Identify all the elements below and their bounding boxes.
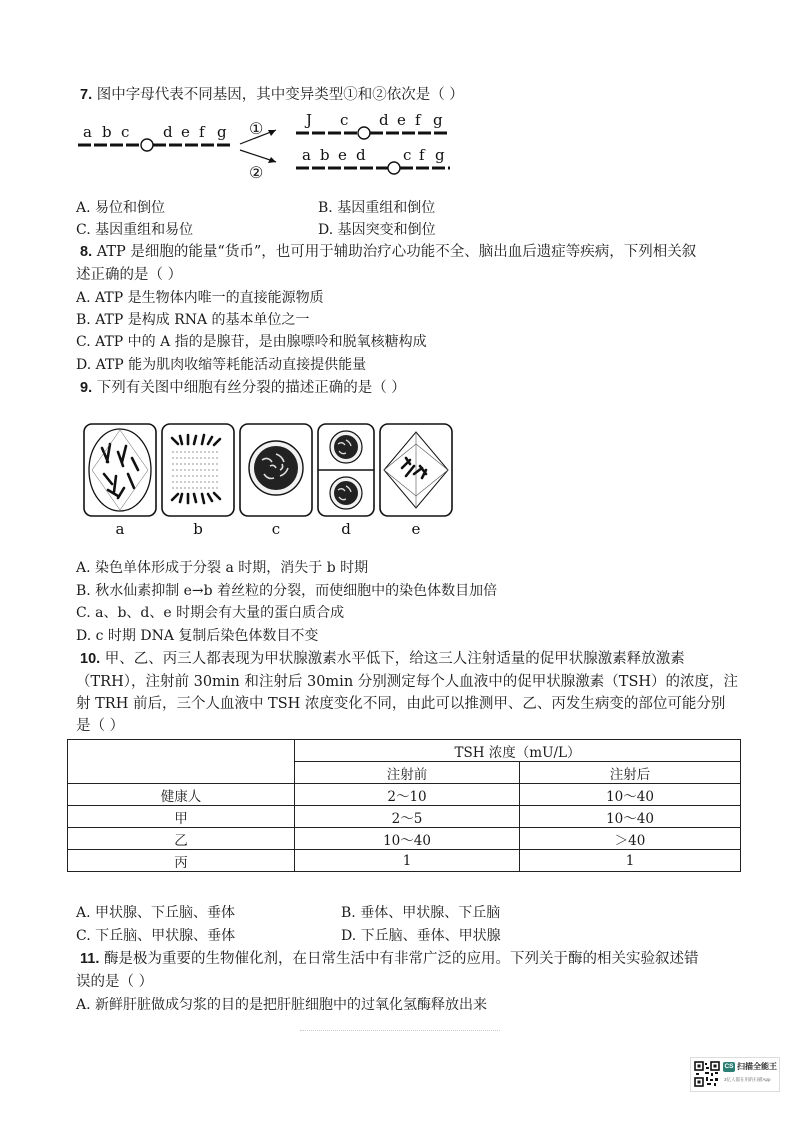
row-after: 1 [520, 850, 741, 872]
q10-stem-line4: 是（ ） [76, 718, 125, 734]
watermark-subtitle: 3亿人都在用的扫描App [724, 1077, 771, 1082]
cell-label-c: c [271, 520, 281, 538]
q8-option-a[interactable]: A. ATP 是生物体内唯一的直接能源物质 [76, 290, 324, 306]
q8-option-d[interactable]: D. ATP 能为肌肉收缩等耗能活动直接提供能量 [76, 357, 367, 373]
q10-option-d[interactable]: D. 下丘脑、垂体、甲状腺 [341, 928, 501, 944]
q9-stem [80, 377, 406, 399]
cell-a [84, 424, 156, 516]
gene-label: a [83, 123, 92, 141]
gene-label: f [415, 111, 421, 129]
q11-number: 11. [80, 951, 100, 967]
q11-stem-line2: 误的是（ ） [76, 974, 154, 990]
q10-number: 10. [80, 651, 101, 667]
left-chromosome [78, 139, 230, 151]
q7-stem [80, 84, 464, 106]
row-after: ＞40 [520, 828, 741, 850]
gene-label: J [306, 111, 313, 129]
gene-label: b [320, 146, 330, 164]
tsh-table [67, 739, 741, 872]
cell-label-e: e [411, 520, 421, 538]
row-after: 10～40 [520, 784, 741, 806]
gene-label: c [121, 123, 130, 141]
q8-stem-line1: ATP 是细胞的能量“货币”，也可用于辅助治疗心功能不全、脑出血后遗症等疾病，下列相关叙 [96, 244, 697, 260]
gene-label: f [199, 123, 205, 141]
gene-label: e [338, 146, 347, 164]
label-1: ① [249, 119, 264, 138]
q9-option-a[interactable]: A. 染色单体形成于分裂 a 时期，消失于 b 时期 [76, 560, 369, 576]
table-corner [68, 740, 295, 784]
row-after: 10～40 [520, 806, 741, 828]
arrow-2 [240, 150, 276, 163]
q7-option-d[interactable]: D. 基因突变和倒位 [318, 222, 436, 238]
gene-label: a [302, 146, 311, 164]
gene-label: e [397, 111, 406, 129]
cell-label-b: b [193, 520, 203, 538]
cut-off-line [300, 1030, 500, 1034]
top-chromosome [296, 127, 450, 139]
q10-option-a[interactable]: A. 甲状腺、下丘脑、垂体 [76, 905, 236, 921]
gene-label: g [435, 146, 445, 164]
gene-label: g [217, 123, 227, 141]
table-row [68, 850, 741, 872]
row-name: 乙 [68, 828, 295, 850]
q7-stem-text: 图中字母代表不同基因，其中变异类型①和②依次是（ ） [96, 87, 464, 103]
row-before: 10～40 [295, 828, 520, 850]
gene-label: d [356, 146, 366, 164]
q8-option-b[interactable]: B. ATP 是构成 RNA 的基本单位之一 [76, 312, 310, 328]
row-before: 2～5 [295, 806, 520, 828]
gene-label: c [340, 111, 349, 129]
q9-mitosis-figure [80, 418, 460, 543]
row-before: 1 [295, 850, 520, 872]
q7-option-a[interactable]: A. 易位和倒位 [76, 200, 166, 216]
table-row [68, 806, 741, 828]
camscanner-logo-icon: CS [724, 1063, 734, 1070]
cell-c [240, 424, 312, 516]
col-header-before: 注射前 [295, 762, 520, 784]
q9-option-d[interactable]: D. c 时期 DNA 复制后染色体数目不变 [76, 628, 319, 644]
q11-stem-line1: 酶是极为重要的生物催化剂，在日常生活中有非常广泛的应用。下列关于酶的相关实验叙述错 [103, 951, 699, 967]
gene-label: d [379, 111, 389, 129]
cell-label-d: d [341, 520, 351, 538]
gene-label: c [403, 146, 412, 164]
scanner-watermark [690, 1057, 780, 1092]
q8-option-c[interactable]: C. ATP 中的 A 指的是腺苷，是由腺嘌呤和脱氧核糖构成 [76, 334, 427, 350]
q7-option-c[interactable]: C. 基因重组和易位 [76, 222, 194, 238]
label-2: ② [249, 163, 264, 182]
cell-b [162, 424, 234, 516]
q10-stem-line3: 射 TRH 前后，三个人血液中 TSH 浓度变化不同，由此可以推测甲、乙、丙发生病变的部位可能分别 [76, 696, 726, 712]
q8-stem-line2: 述正确的是（ ） [76, 267, 183, 283]
table-row [68, 828, 741, 850]
q8-number: 8. [80, 244, 93, 260]
table-row [68, 784, 741, 806]
q10-stem-line2: （TRH），注射前 30min 和注射后 30min 分别测定每个人血液中的促甲状腺激素（TSH）的浓度，注 [76, 674, 739, 690]
row-before: 2～10 [295, 784, 520, 806]
col-header-after: 注射后 [520, 762, 741, 784]
q7-number: 7. [80, 87, 93, 103]
watermark-title: 扫描全能王 [737, 1062, 777, 1071]
q10-option-b[interactable]: B. 垂体、甲状腺、下丘脑 [341, 905, 501, 921]
gene-label: g [433, 111, 443, 129]
cell-label-a: a [115, 520, 125, 538]
q8-stem [80, 241, 696, 263]
cell-e [380, 424, 452, 516]
row-name: 甲 [68, 806, 295, 828]
q7-option-b[interactable]: B. 基因重组和倒位 [318, 200, 436, 216]
gene-label: e [181, 123, 190, 141]
gene-label: d [163, 123, 173, 141]
cell-d [318, 424, 374, 516]
q9-number: 9. [80, 380, 93, 396]
q9-stem-text: 下列有关图中细胞有丝分裂的描述正确的是（ ） [96, 380, 406, 396]
table-header: TSH 浓度（mU/L） [295, 740, 741, 762]
gene-label: b [102, 123, 112, 141]
q10-stem [80, 648, 685, 670]
q10-option-c[interactable]: C. 下丘脑、甲状腺、垂体 [76, 928, 236, 944]
row-name: 健康人 [68, 784, 295, 806]
qr-code-icon [694, 1061, 720, 1087]
q9-option-c[interactable]: C. a、b、d、e 时期会有大量的蛋白质合成 [76, 605, 345, 621]
q11-stem [80, 948, 698, 970]
row-name: 丙 [68, 850, 295, 872]
q9-option-b[interactable]: B. 秋水仙素抑制 e→b 着丝粒的分裂，而使细胞中的染色体数目加倍 [76, 583, 498, 599]
q7-chromosome-diagram [70, 110, 470, 182]
q11-option-a[interactable]: A. 新鲜肝脏做成匀浆的目的是把肝脏细胞中的过氧化氢酶释放出来 [76, 997, 488, 1013]
q10-stem-line1: 甲、乙、丙三人都表现为甲状腺激素水平低下，给这三人注射适量的促甲状腺激素释放激素 [104, 651, 685, 667]
gene-label: f [419, 146, 425, 164]
